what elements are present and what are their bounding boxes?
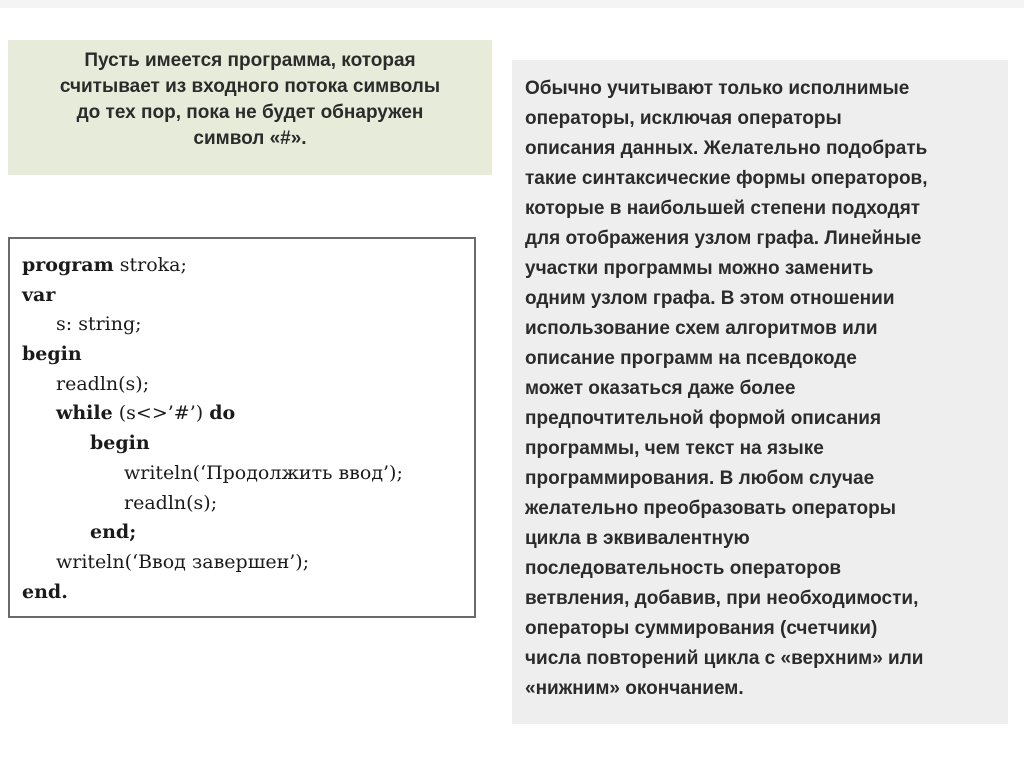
description-line: для отображения узлом графа. Линейные [525, 228, 922, 249]
description-line: может оказаться даже более [525, 378, 796, 399]
description-line: описание программ на псевдокоде [525, 348, 857, 369]
code-line [22, 340, 474, 370]
code-keyword: end; [90, 521, 137, 544]
code-text: writeln(‘Продолжить ввод’); [124, 461, 403, 484]
description-line: числа повторений цикла с «верхним» или [525, 648, 924, 669]
code-keyword: do [209, 402, 236, 425]
code-line [22, 251, 474, 281]
description-line: предпочтительной формой описания [525, 408, 882, 429]
description-line: операторы суммирования (счетчики) [525, 618, 878, 639]
code-text: writeln(‘Ввод завершен’); [56, 550, 310, 573]
code-text: readln(s); [124, 491, 218, 514]
code-text: (s<>’#’) [112, 402, 210, 425]
code-keyword: program [22, 254, 114, 276]
code-line [22, 281, 474, 311]
code-line [22, 399, 474, 429]
code-line [22, 578, 474, 608]
code-text: readln(s); [56, 372, 150, 395]
slide-top-strip [0, 0, 1024, 8]
description-line: использование схем алгоритмов или [525, 318, 878, 339]
code-keyword: var [22, 283, 56, 306]
code-line [22, 459, 474, 489]
description-line: последовательность операторов [525, 558, 842, 579]
code-line [22, 429, 474, 459]
intro-line: до тех пор, пока не будет обнаружен [76, 102, 424, 123]
description-line: которые в наибольшей степени подходят [525, 198, 921, 219]
description-line: такие синтаксические формы операторов, [525, 168, 928, 189]
description-line: цикла в эквивалентную [525, 528, 750, 549]
intro-line: считывает из входного потока символы [59, 76, 441, 97]
code-text: s: string; [56, 313, 142, 336]
intro-line: символ «#». [193, 128, 307, 149]
code-line [22, 518, 474, 548]
description-line: описания данных. Желательно подобрать [525, 138, 928, 159]
code-keyword: begin [90, 432, 150, 455]
code-keyword: end. [22, 580, 68, 603]
code-listing [8, 237, 476, 618]
description-line: одним узлом графа. В этом отношении [525, 288, 895, 309]
code-keyword: while [56, 402, 113, 425]
intro-text-box [8, 40, 492, 175]
description-line: программирования. В любом случае [525, 468, 875, 489]
description-text-box [512, 60, 1008, 724]
code-line [22, 548, 474, 578]
description-line: желательно преобразовать операторы [525, 498, 896, 519]
code-line [22, 310, 474, 340]
description-line: «нижним» окончанием. [525, 678, 744, 699]
description-line: участки программы можно заменить [525, 258, 874, 279]
code-keyword: begin [22, 343, 82, 366]
intro-line: Пусть имеется программа, которая [84, 50, 416, 71]
description-line: программы, чем текст на языке [525, 438, 824, 459]
code-line [22, 370, 474, 400]
code-text: stroka; [113, 254, 187, 276]
code-line [22, 489, 474, 519]
description-line: Обычно учитывают только исполнимые [525, 78, 910, 99]
description-line: ветвления, добавив, при необходимости, [525, 588, 919, 609]
description-line: операторы, исключая операторы [525, 108, 842, 129]
